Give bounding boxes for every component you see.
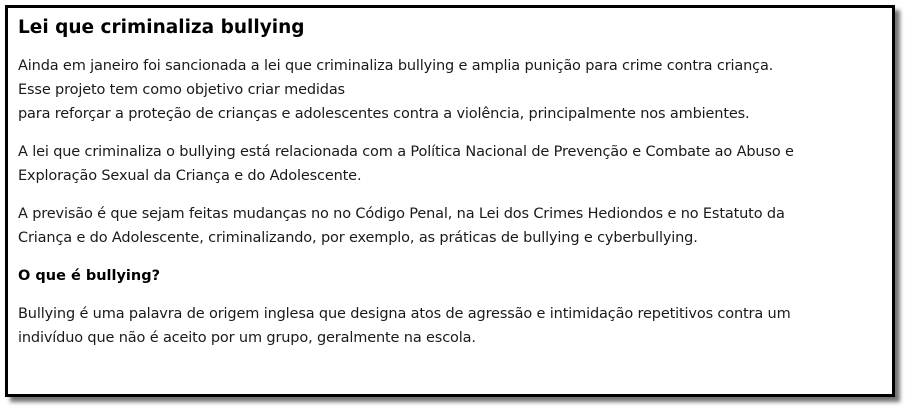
document-frame: [5, 5, 895, 397]
paragraph-legal-changes: [18, 202, 886, 250]
document-title: Lei que criminaliza bullying: [18, 17, 305, 38]
paragraph-definition: [18, 302, 886, 350]
paragraph-line: para reforçar a proteção de crianças e adolescentes contra a violência, principalmente nos ambientes.: [18, 106, 750, 122]
paragraph-sanction: [18, 54, 886, 126]
paragraph-line: A lei que criminaliza o bullying está relacionada com a Política Nacional de Prevenção e Combate ao Abuso e: [18, 144, 794, 160]
paragraph-line: Ainda em janeiro foi sancionada a lei que criminaliza bullying e amplia punição para crime contra criança.: [18, 58, 774, 74]
paragraph-line: Bullying é uma palavra de origem inglesa que designa atos de agressão e intimidação repetitivos contra um: [18, 306, 791, 322]
paragraph-line: Criança e do Adolescente, criminalizando, por exemplo, as práticas de bullying e cyberbullying.: [18, 230, 698, 246]
paragraph-line: A previsão é que sejam feitas mudanças no no Código Penal, na Lei dos Crimes Hediondos e no Estatuto da: [18, 206, 785, 222]
paragraph-line: Esse projeto tem como objetivo criar medidas: [18, 82, 345, 98]
paragraph-national-policy: [18, 140, 886, 188]
paragraph-line: indivíduo que não é aceito por um grupo, geralmente na escola.: [18, 330, 476, 346]
paragraph-line: Exploração Sexual da Criança e do Adolescente.: [18, 168, 362, 184]
section-subtitle: O que é bullying?: [18, 268, 161, 284]
